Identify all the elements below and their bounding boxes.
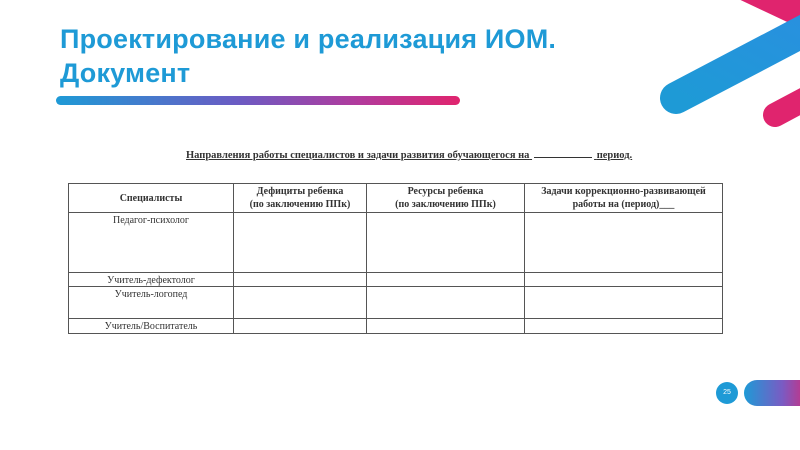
slide-title: [60, 22, 660, 90]
iom-table: [68, 183, 723, 334]
title-line-1: Проектирование и реализация ИОМ.: [60, 24, 557, 54]
col-header-deficits: Дефициты ребенка (по заключению ППк): [234, 184, 367, 213]
col-header-specialists: Специалисты: [69, 184, 234, 213]
table-cell: [234, 213, 367, 273]
table-cell: [367, 287, 525, 319]
title-line-2: Документ: [60, 58, 191, 88]
table-row: [69, 319, 723, 334]
table-row: [69, 273, 723, 287]
col-header-tasks: Задачи коррекционно-развивающей работы на (период)___: [525, 184, 723, 213]
title-underline: [56, 96, 460, 105]
table-cell: [525, 287, 723, 319]
document-heading: [186, 150, 656, 161]
table-row: [69, 287, 723, 319]
row-specialist: Педагог-психолог: [69, 213, 234, 273]
corner-decoration: [650, 0, 800, 130]
page-number-badge: 25: [716, 382, 738, 404]
heading-text-1: Направления работы специалистов и задачи развития обучающегося на: [186, 150, 530, 161]
pink-stripe-top: [745, 0, 800, 20]
table-cell: [525, 213, 723, 273]
table-row: [69, 213, 723, 273]
row-specialist: Учитель/Воспитатель: [69, 319, 234, 334]
table-cell: [234, 287, 367, 319]
row-specialist: Учитель-логопед: [69, 287, 234, 319]
table-cell: [234, 319, 367, 334]
row-specialist: Учитель-дефектолог: [69, 273, 234, 287]
col-header-resources: Ресурсы ребенка (по заключению ППк): [367, 184, 525, 213]
pink-stripe-bottom: [775, 75, 800, 115]
heading-text-2: период.: [596, 150, 633, 161]
page-number-tab: [744, 380, 800, 406]
heading-blank: [534, 157, 592, 158]
table-cell: [367, 213, 525, 273]
table-cell: [367, 319, 525, 334]
table-cell: [234, 273, 367, 287]
table-cell: [525, 273, 723, 287]
table-cell: [525, 319, 723, 334]
table-header-row: [69, 184, 723, 213]
blue-stripe: [676, 12, 800, 98]
table-cell: [367, 273, 525, 287]
